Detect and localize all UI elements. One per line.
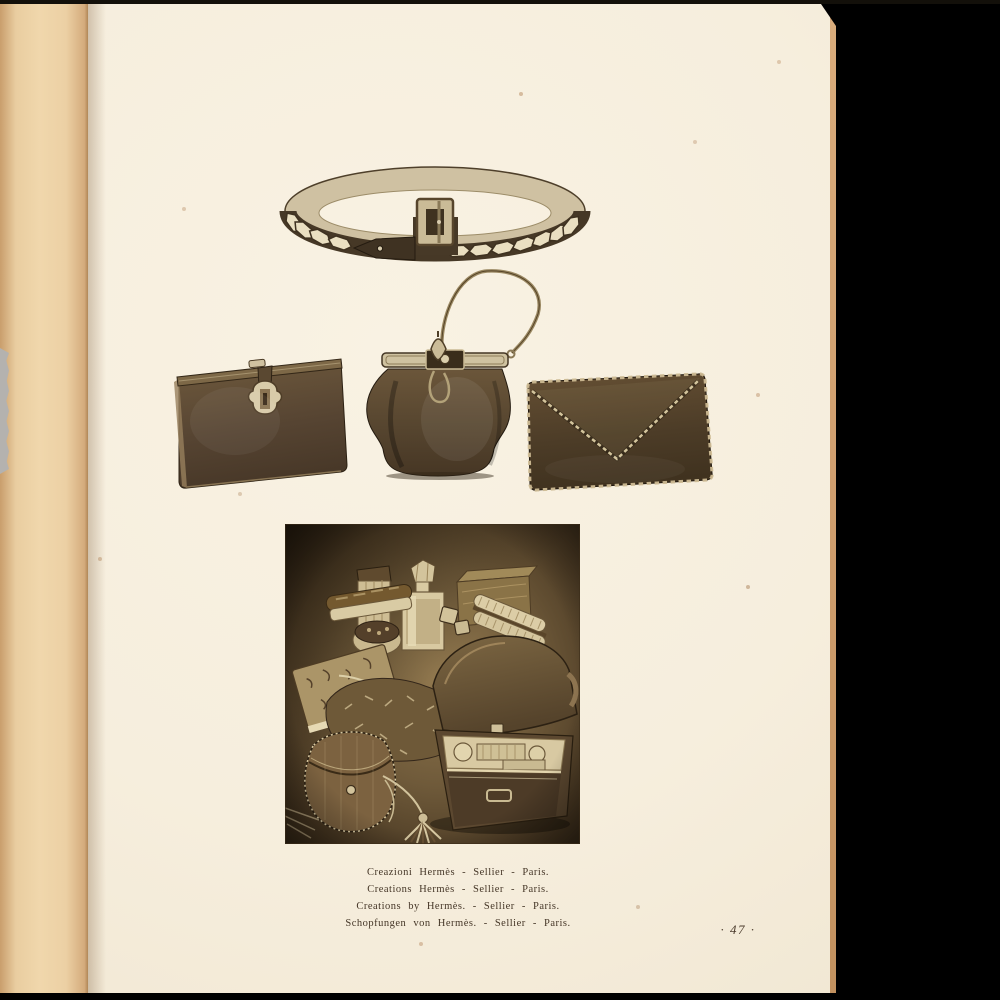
envelope-clutch-photo	[520, 369, 715, 494]
top-edge-shadow	[0, 0, 1000, 4]
caption-block	[248, 864, 668, 932]
paper-specks	[88, 4, 90, 6]
page-corner-notch	[821, 4, 836, 26]
binding-clip	[0, 348, 9, 474]
caption-line-german: Schopfungen von Hermès. - Sellier - Paris.	[345, 918, 571, 929]
catalog-page	[88, 4, 836, 993]
clutch-wallet-photo	[165, 351, 355, 496]
facing-page-edge	[0, 4, 88, 993]
caption-line-english: Creations by Hermès. - Sellier - Paris.	[356, 901, 560, 912]
accessories-still-life-photo	[285, 524, 580, 844]
belt-photo	[278, 159, 593, 264]
caption-line-italian: Creazioni Hermès - Sellier - Paris.	[366, 867, 550, 878]
caption-line-french: Creations Hermès - Sellier - Paris.	[367, 884, 549, 895]
page-number: · 47 ·	[720, 922, 756, 937]
